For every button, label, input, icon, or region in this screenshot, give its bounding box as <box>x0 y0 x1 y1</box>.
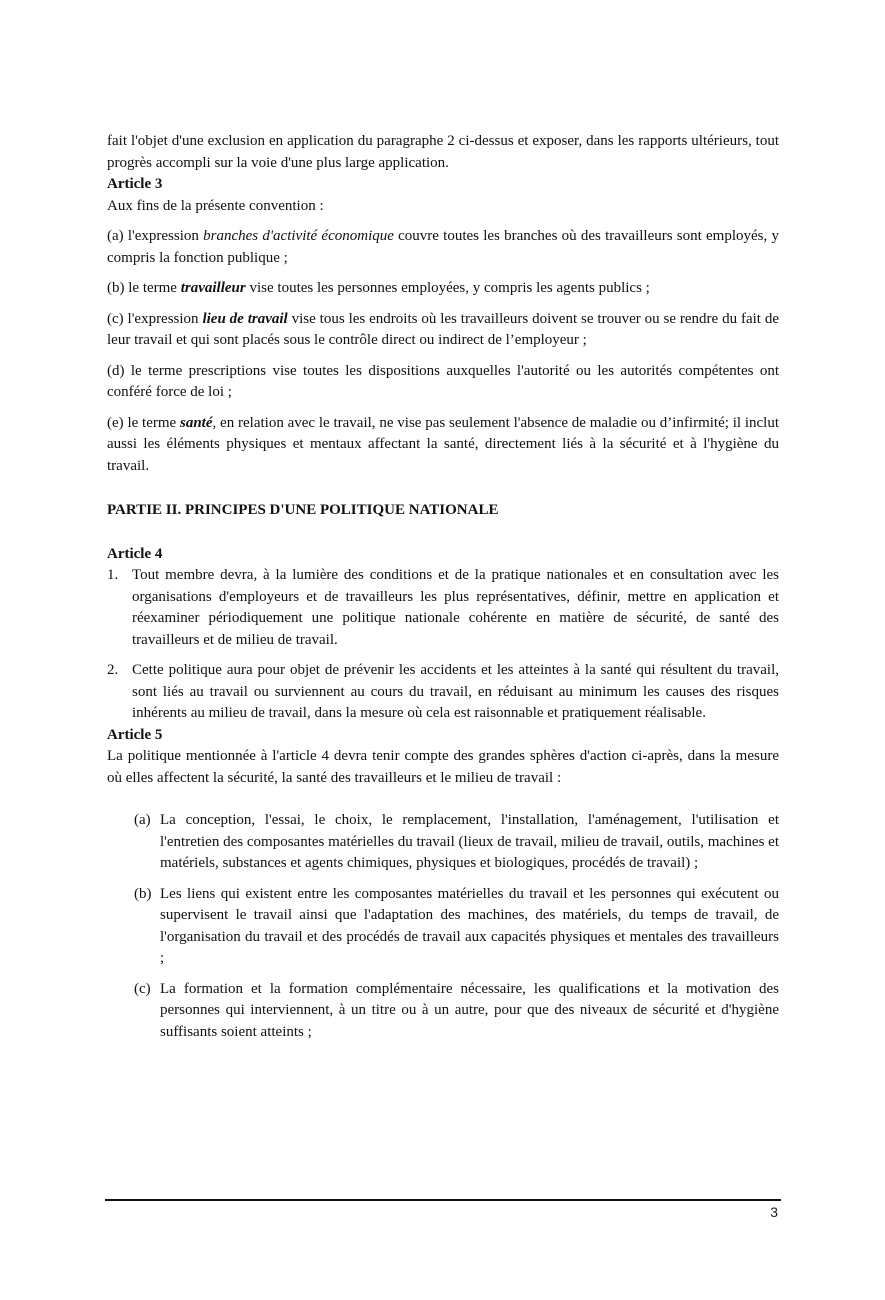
article-5-item-letter: (b) <box>134 885 152 902</box>
article-4-item-text: Cette politique aura pour objet de prévenir les accidents et les atteintes à la santé qui résultent du travail, sont liés au travail ou surviennent au cours du travail, en réduisant au minimum les causes des risques inhérents au milieu de travail, dans la mesure où cela est raisonnable et pratiquement réalisable. <box>132 662 779 721</box>
article-5-item <box>134 884 779 970</box>
article-3-item-b-after: vise toutes les personnes employées, y compris les agents publics ; <box>245 280 650 296</box>
article-4-item-number: 1. <box>107 567 119 583</box>
article-5-heading: Article 5 <box>107 726 163 743</box>
article-4-item-number: 2. <box>107 662 119 678</box>
article-3-item-e-term: santé <box>180 414 213 431</box>
article-5-item <box>134 979 779 1044</box>
article-5-item-text: La formation et la formation complémentaire nécessaire, les qualifications et la motivation des personnes qui interviennent, à un titre ou à un autre, pour que des niveaux de sécurité et d'hygiène suffisants soient atteints ; <box>160 980 779 1040</box>
article-4-item <box>107 565 779 651</box>
article-3-item-a-term: branches d'activité économique <box>203 228 394 244</box>
article-4-item-text: Tout membre devra, à la lumière des conditions et de la pratique nationales et en consultation avec les organisations d'employeurs et de travailleurs les plus représentatives, définir, mettre en application et réexaminer périodiquement une politique nationale cohérente en matière de sécurité, de santé des travailleurs et de milieu de travail. <box>132 567 779 648</box>
article-3-item-a-after: couvre toutes les branches où des travailleurs sont employés, y compris la fonction publique ; <box>107 228 779 266</box>
article-5-lead: La politique mentionnée à l'article 4 devra tenir compte des grandes sphères d'action ci-après, dans la mesure où elles affectent la sécurité, la santé des travailleurs et le milieu de travail : <box>107 748 779 786</box>
article-3-heading: Article 3 <box>107 176 163 192</box>
article-3-item-c-term: lieu de travail <box>202 310 288 327</box>
article-3-lead: Aux fins de la présente convention : <box>107 197 324 214</box>
intro-paragraph: fait l'objet d'une exclusion en application du paragraphe 2 ci-dessus et exposer, dans les rapports ultérieurs, tout progrès accompli sur la voie d'une plus large application. <box>107 133 779 171</box>
article-3-item-a-before: (a) l'expression <box>107 228 204 244</box>
article-4-heading: Article 4 <box>107 545 163 562</box>
article-5-item-letter: (c) <box>134 980 151 997</box>
article-5-item-text: La conception, l'essai, le choix, le remplacement, l'installation, l'aménagement, l'utilisation et l'entretien des composantes matérielles du travail (lieux de travail, milieu de travail, outils, machines et matériels, substances et agents chimiques, physiques et biologiques, procédés de travail) ; <box>160 812 779 871</box>
article-3-item-e-before: (e) le terme <box>107 414 180 431</box>
article-4-item <box>107 660 779 725</box>
article-3-item-c-after: vise tous les endroits où les travailleurs doivent se trouver ou se rendre du fait de leur travail et qui sont placés sous le contrôle direct ou indirect de l’employeur ; <box>107 310 779 348</box>
article-3-item-b <box>107 278 779 300</box>
article-5-item <box>134 810 779 875</box>
footer-rule <box>105 1199 781 1201</box>
article-3-item-b-term: travailleur <box>180 280 246 296</box>
article-3-item-a <box>107 226 779 269</box>
article-3-item-e-after: , en relation avec le travail, ne vise pas seulement l'absence de maladie ou d’infirmité; il inclut aussi les éléments physiques et mentaux affectant la santé, directement liés à la sécurité et à l'hygiène du travail. <box>107 414 779 474</box>
article-5-item-text: Les liens qui existent entre les composantes matérielles du travail et les personnes qui exécutent ou supervisent le travail ainsi que l'adaptation des machines, des matériels, du temps de travail, de l'organisation du travail et des procédés de travail aux capacités physiques et mentales des travailleurs ; <box>160 885 779 966</box>
part-2-title: PARTIE II. PRINCIPES D'UNE POLITIQUE NATIONALE <box>107 502 499 518</box>
page-number: 3 <box>770 1204 778 1220</box>
article-5-list <box>134 810 779 1043</box>
article-5-item-letter: (a) <box>134 812 151 828</box>
article-3-item-c-before: (c) l'expression <box>107 310 203 327</box>
page-body <box>107 131 779 1043</box>
article-3-item-b-before: (b) le terme <box>107 280 181 296</box>
article-3-item-c <box>107 309 779 352</box>
article-3-item-d: (d) le terme prescriptions vise toutes les dispositions auxquelles l'autorité ou les autorités compétentes ont conféré force de loi ; <box>107 362 779 400</box>
article-3-item-e <box>107 413 779 478</box>
